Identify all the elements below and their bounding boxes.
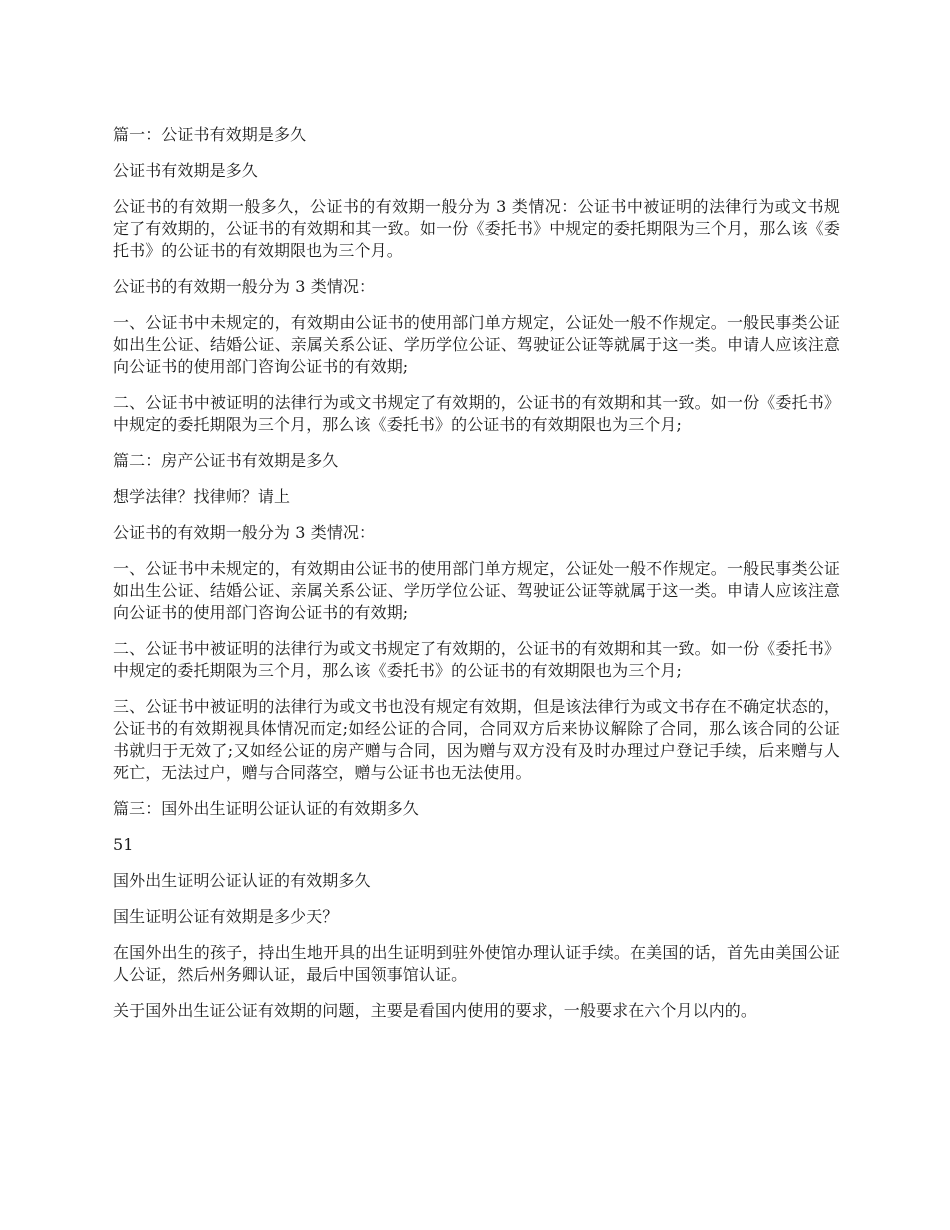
list-item: 三、公证书中被证明的法律行为或文书也没有规定有效期，但是该法律行为或文书存在不确定状态的，公证书的有效期视具体情况而定;如经公证的合同，合同双方后来协议解除了合同，那么该合同的公证书就归于无效了;又如经公证的房产赠与合同，因为赠与双方没有及时办理过户登记手续，后来赠与人死亡，无法过户，赠与合同落空，赠与公证书也无法使用。 — [113, 697, 840, 782]
body-paragraph: 关于国外出生证公证有效期的问题，主要是看国内使用的要求，一般要求在六个月以内的。 — [113, 1001, 758, 1020]
body-paragraph: 公证书的有效期一般分为 3 类情况： — [113, 277, 376, 296]
body-paragraph: 公证书的有效期一般多久，公证书的有效期一般分为 3 类情况：公证书中被证明的法律行为或文书规定了有效期的，公证书的有效期和其一致。如一份《委托书》中规定的委托期限为三个月，那么该《委托书》的公证书的有效期限也为三个月。 — [113, 197, 840, 260]
question-paragraph: 国生证明公证有效期是多少天？ — [113, 907, 339, 926]
article-title-3: 国外出生证明公证认证的有效期多久 — [113, 871, 371, 890]
article-title-1: 公证书有效期是多久 — [113, 161, 258, 180]
body-paragraph: 51 — [113, 835, 134, 854]
body-paragraph: 在国外出生的孩子，持出生地开具的出生证明到驻外使馆办理认证手续。在美国的话，首先由美国公证人公证，然后州务卿认证，最后中国领事馆认证。 — [113, 943, 840, 984]
list-item: 一、公证书中未规定的，有效期由公证书的使用部门单方规定，公证处一般不作规定。一般民事类公证如出生公证、结婚公证、亲属关系公证、学历学位公证、驾驶证公证等就属于这一类。申请人应该注意向公证书的使用部门咨询公证书的有效期; — [113, 313, 840, 376]
section-heading-2: 篇二：房产公证书有效期是多久 — [113, 451, 339, 470]
section-heading-1: 篇一：公证书有效期是多久 — [113, 125, 307, 144]
document-page — [113, 124, 840, 1036]
body-paragraph: 公证书的有效期一般分为 3 类情况： — [113, 523, 376, 542]
list-item: 一、公证书中未规定的，有效期由公证书的使用部门单方规定，公证处一般不作规定。一般民事类公证如出生公证、结婚公证、亲属关系公证、学历学位公证、驾驶证公证等就属于这一类。申请人应该注意向公证书的使用部门咨询公证书的有效期; — [113, 559, 840, 622]
list-item: 二、公证书中被证明的法律行为或文书规定了有效期的，公证书的有效期和其一致。如一份《委托书》中规定的委托期限为三个月，那么该《委托书》的公证书的有效期限也为三个月; — [113, 393, 840, 434]
section-heading-3: 篇三：国外出生证明公证认证的有效期多久 — [113, 799, 419, 818]
list-item: 二、公证书中被证明的法律行为或文书规定了有效期的，公证书的有效期和其一致。如一份《委托书》中规定的委托期限为三个月，那么该《委托书》的公证书的有效期限也为三个月; — [113, 639, 840, 680]
body-paragraph: 想学法律？找律师？请上 — [113, 487, 291, 506]
